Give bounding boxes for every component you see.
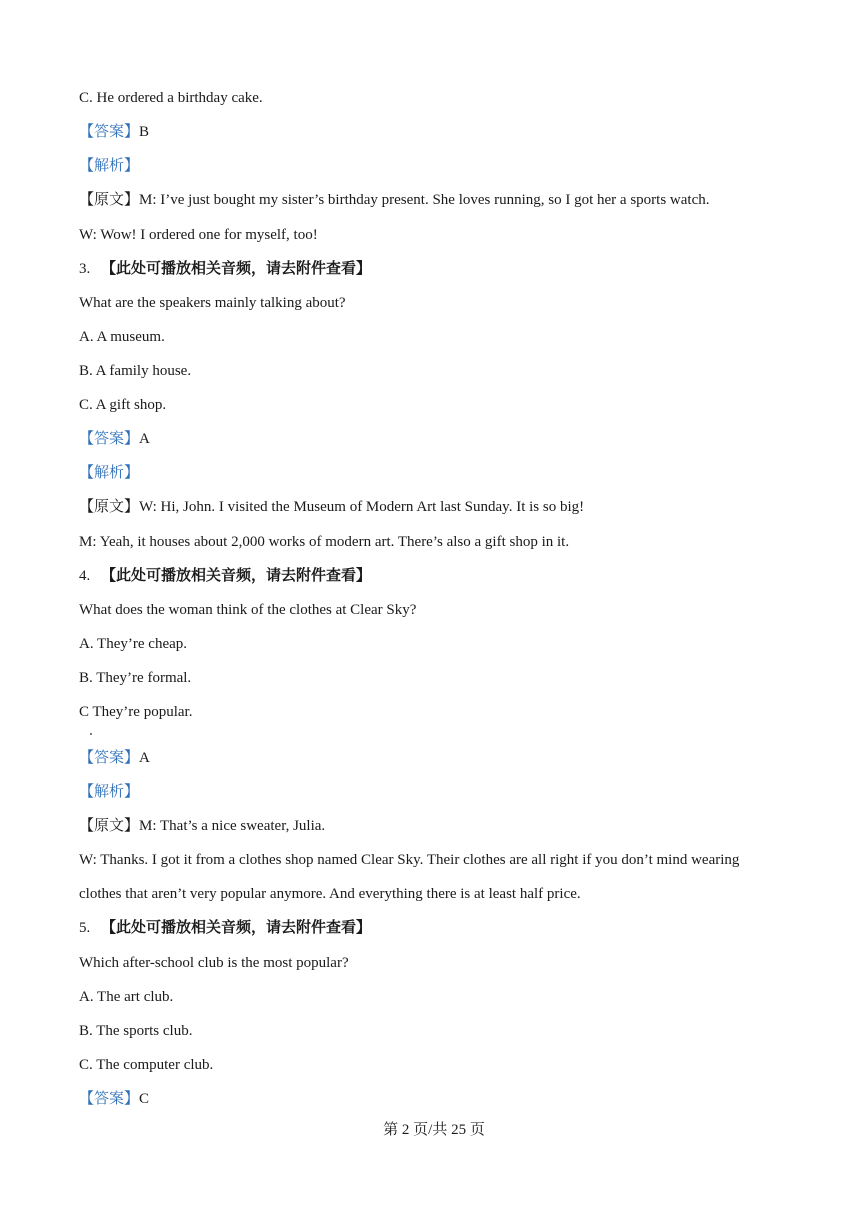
line-text: A. A museum. <box>79 329 165 345</box>
line-text: C. A gift shop. <box>79 397 167 413</box>
line-text: A. They’re cheap. <box>79 636 188 652</box>
question-header <box>79 566 371 586</box>
answer-tag: 【答案】 <box>79 431 140 447</box>
question-text <box>79 600 416 620</box>
page-footer: 第 2 页/共 25 页 <box>383 1122 485 1138</box>
stray-dot <box>90 733 92 735</box>
option-line <box>79 395 166 415</box>
line-text: What does the woman think of the clothes at Clear Sky? <box>79 602 417 618</box>
answer-line <box>79 748 150 768</box>
audio-placeholder[interactable]: 【此处可播放相关音频，请去附件查看】 <box>101 568 372 584</box>
question-number: 3. <box>79 261 91 277</box>
transcript-line <box>79 497 584 517</box>
line-text: A. The art club. <box>79 989 174 1005</box>
transcript-tag: 【原文】 <box>79 818 140 834</box>
question-header <box>79 918 371 938</box>
analysis-line <box>79 463 139 483</box>
analysis-tag: 【解析】 <box>79 158 140 174</box>
option-line <box>79 987 173 1007</box>
line-text: Which after-school club is the most popular? <box>79 955 349 971</box>
transcript-line <box>79 884 581 904</box>
line-text: W: Wow! I ordered one for myself, too! <box>79 227 318 243</box>
transcript-line <box>79 816 325 836</box>
answer-tag: 【答案】 <box>79 1091 140 1107</box>
transcript-line <box>79 532 569 552</box>
transcript-tag: 【原文】 <box>79 499 140 515</box>
question-number: 4. <box>79 568 91 584</box>
audio-placeholder[interactable]: 【此处可播放相关音频，请去附件查看】 <box>101 920 372 936</box>
answer-value: B <box>139 124 150 140</box>
answer-value: C <box>139 1091 150 1107</box>
answer-line <box>79 1089 149 1109</box>
option-line <box>79 327 165 347</box>
line-text: C They’re popular. <box>79 704 193 720</box>
line-text: M: Yeah, it houses about 2,000 works of modern art. There’s also a gift shop in it. <box>79 534 570 550</box>
analysis-line <box>79 156 139 176</box>
line-text: B. A family house. <box>79 363 192 379</box>
question-number: 5. <box>79 920 91 936</box>
answer-tag: 【答案】 <box>79 750 140 766</box>
line-text: C. The computer club. <box>79 1057 214 1073</box>
line-text: B. They’re formal. <box>79 670 192 686</box>
option-line <box>79 634 187 654</box>
transcript-line <box>79 850 739 870</box>
answer-line <box>79 122 149 142</box>
question-text <box>79 293 346 313</box>
answer-value: A <box>139 431 150 447</box>
analysis-line <box>79 782 139 802</box>
transcript-tag: 【原文】 <box>79 192 140 208</box>
analysis-tag: 【解析】 <box>79 465 140 481</box>
option-line <box>79 668 191 688</box>
answer-line <box>79 429 150 449</box>
line-text: B. The sports club. <box>79 1023 193 1039</box>
analysis-tag: 【解析】 <box>79 784 140 800</box>
line-text: clothes that aren’t very popular anymore. And everything there is at least half price. <box>79 886 581 902</box>
line-text: What are the speakers mainly talking about? <box>79 295 346 311</box>
audio-placeholder[interactable]: 【此处可播放相关音频，请去附件查看】 <box>101 261 372 277</box>
option-line <box>79 361 191 381</box>
option-line <box>79 1021 192 1041</box>
transcript-text: W: Hi, John. I visited the Museum of Modern Art last Sunday. It is so big! <box>139 499 585 515</box>
option-line <box>79 702 192 722</box>
option-line <box>79 88 263 108</box>
answer-value: A <box>139 750 150 766</box>
transcript-line <box>79 190 710 210</box>
answer-tag: 【答案】 <box>79 124 140 140</box>
question-header <box>79 259 371 279</box>
line-text: C. He ordered a birthday cake. <box>79 90 263 106</box>
transcript-text: M: That’s a nice sweater, Julia. <box>139 818 326 834</box>
transcript-line <box>79 225 318 245</box>
transcript-text: M: I’ve just bought my sister’s birthday present. She loves running, so I got her a sports watch. <box>139 192 710 208</box>
question-text <box>79 953 349 973</box>
option-line <box>79 1055 213 1075</box>
line-text: W: Thanks. I got it from a clothes shop named Clear Sky. Their clothes are all right if you don’t mind wearing <box>79 852 740 868</box>
